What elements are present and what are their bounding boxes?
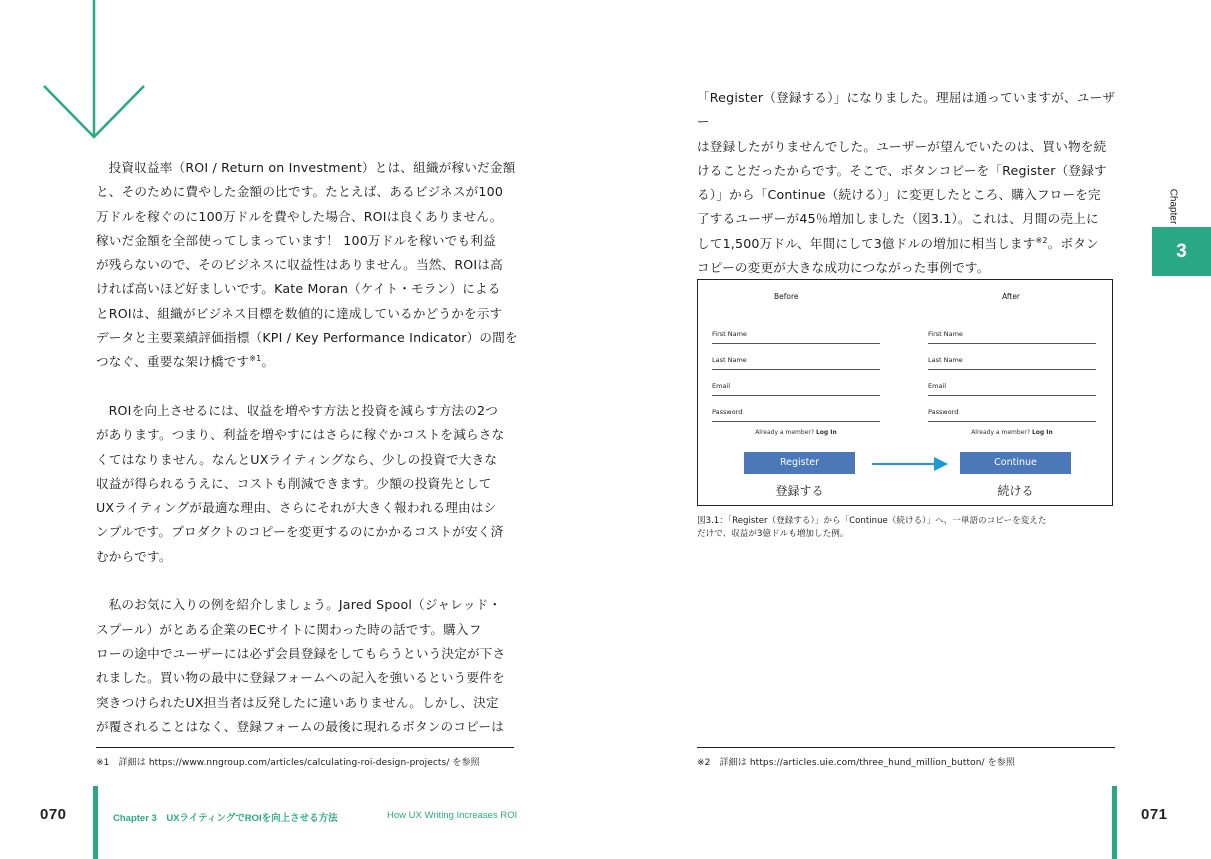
- continue-caption: 続ける: [997, 484, 1034, 498]
- after-first-name-label: First Name: [928, 330, 963, 338]
- after-password-label: Password: [928, 408, 959, 416]
- after-email-field[interactable]: [928, 395, 1096, 396]
- before-email-label: Email: [712, 382, 731, 390]
- before-password-field[interactable]: [712, 421, 880, 422]
- before-first-name-field[interactable]: [712, 343, 880, 344]
- after-last-name-label: Last Name: [928, 356, 963, 364]
- after-member-prompt: Already a member? Log In: [971, 429, 1053, 436]
- figure-caption: 図3.1：「Register（登録する）」から「Continue（続ける）」へ、一単語のコピーを変えた だけで、収益が3億ドルも増加した例。: [697, 516, 1047, 539]
- after-last-name-field[interactable]: [928, 369, 1096, 370]
- right-footnote: ※2 詳細は https://articles.uie.com/three_hund_million_button/ を参照: [697, 758, 1015, 768]
- left-body: [96, 156, 520, 739]
- register-button[interactable]: Register: [744, 452, 855, 474]
- chapter-tab-label: Chapter: [1167, 188, 1179, 225]
- register-caption: 登録する: [775, 484, 824, 498]
- right-body: [697, 86, 1121, 280]
- before-last-name-label: Last Name: [712, 356, 747, 364]
- before-password-label: Password: [712, 408, 743, 416]
- figure-3-1: [697, 279, 1113, 506]
- before-member-prompt: Already a member? Log In: [755, 429, 837, 436]
- chapter-tab-number: 3: [1176, 241, 1187, 262]
- before-login-link[interactable]: Log In: [815, 429, 837, 436]
- before-heading: Before: [774, 292, 799, 301]
- continue-button[interactable]: Continue: [960, 452, 1071, 474]
- left-footnote: ※1 詳細は https://www.nngroup.com/articles/calculating-roi-design-projects/ を参照: [96, 758, 480, 768]
- paragraph-improve-roi: ROIを向上させるには、収益を増やす方法と投資を減らす方法の2つ があります。つまり、利益を増やすにはさらに稼ぐかコストを減らさな くてはなりません。なんとUXライティングなら、少しの投資で大きな 収益が得られるうえに、コストも削減できます。少額の投資先として UXライティングが最適な理由、さらにそれが大きく報われる理由はシ ンプルです。プロダクトのコピーを変更するのにかかるコストが安く済 むからです。: [96, 402, 505, 564]
- footnote-ref-1: ※1: [249, 354, 262, 364]
- before-last-name-field[interactable]: [712, 369, 880, 370]
- paragraph-register-continue: 「Register（登録する）」になりました。理屈は通っていますが、ユーザー は登録したがりませんでした。ユーザーが望んでいたのは、買い物を続 けることだったからです。そこで、ボタンコピーを「Register（登録す る）」から「Continue（続ける）」に変更したところ、購入フローを完 了するユーザーが45％増加しました（図3.1）。これは、月間の売上に して1,500万ドル、年間にして3億ドルの増加に相当します$^{※2}$。ボタン コピーの変更が大きな成功につながった事例です。: [697, 90, 1116, 276]
- after-login-link[interactable]: Log In: [1031, 429, 1053, 436]
- right-page-number: 071: [1141, 806, 1168, 823]
- left-footer-bar: [93, 786, 98, 859]
- before-email-field[interactable]: [712, 395, 880, 396]
- chapter-tab: [1152, 227, 1211, 276]
- after-first-name-field[interactable]: [928, 343, 1096, 344]
- after-email-label: Email: [928, 382, 947, 390]
- paragraph-favorite-example: 私のお気に入りの例を紹介しましょう。Jared Spool（ジャレッド・ スプール）がとある企業のECサイトに関わった時の話です。購入フ ローの途中でユーザーには必ず会員登録をしてもらうという決定が下さ れました。買い物の最中に登録フォームへの記入を強いるという要件を 突きつけられたUX担当者は反発したに違いありません。しかし、決定 が覆されることはなく、登録フォームの最後に現れるボタンのコピーは: [96, 597, 506, 734]
- footer-chapter-title: Chapter 3 UXライティングでROIを向上させる方法: [113, 813, 338, 824]
- left-page-number: 070: [40, 806, 67, 823]
- right-footnote-divider: [697, 747, 1115, 748]
- after-password-field[interactable]: [928, 421, 1096, 422]
- paragraph-roi-definition: 投資収益率（ROI / Return on Investment）とは、組織が稼いだ金額 と、そのために費やした金額の比です。たとえば、あるビジネスが100 万ドルを稼ぐのに100万ドルを費やした場合、ROIは良くありません。 稼いだ金額を全部使ってしまっています！ 100万ドルを稼いでも利益 が残らないので、そのビジネスに収益性はありません。当然、ROIは高 ければ高いほど好ましいです。Kate Moran（ケイト・モラン）による とROIは、組織がビジネス目標を数値的に達成しているかどうかを示す データと主要業績評価指標（KPI / Key Performance Indicator）の間を つなぐ、重要な架け橋です$^{※1}$。: [96, 160, 518, 370]
- footer-english-title: How UX Writing Increases ROI: [387, 810, 518, 821]
- down-arrow-icon: [40, 0, 150, 142]
- footnote-ref-2: ※2: [1035, 235, 1048, 245]
- right-footer-bar: [1112, 786, 1117, 859]
- left-footnote-divider: [96, 747, 514, 748]
- after-heading: After: [1002, 292, 1021, 301]
- before-first-name-label: First Name: [712, 330, 747, 338]
- right-arrow-icon: [870, 454, 950, 474]
